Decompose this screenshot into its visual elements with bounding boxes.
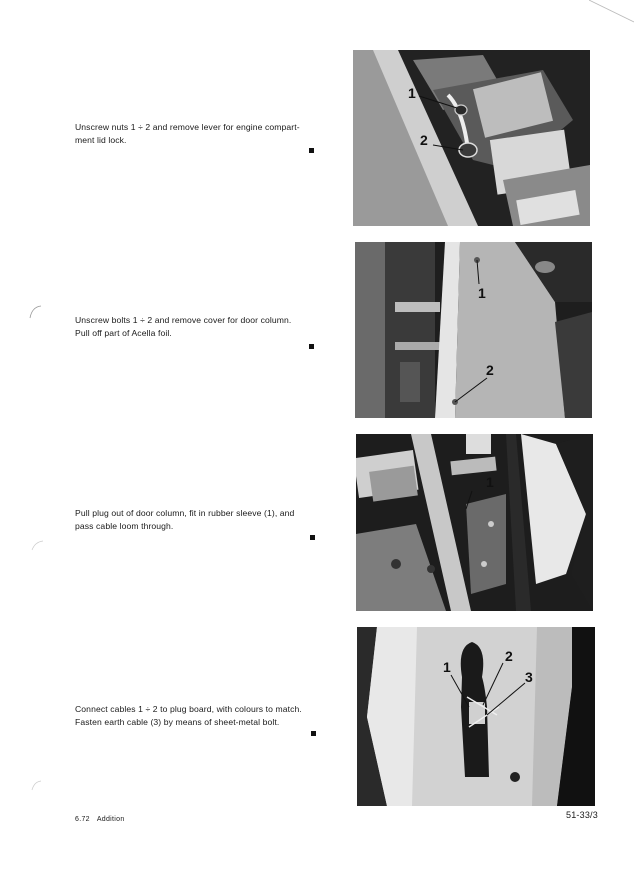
scan-corner-line <box>589 0 634 25</box>
step-4-callout-3: 3 <box>525 669 533 685</box>
step-3-line-2: pass cable loom through. <box>75 520 174 531</box>
footer-edition <box>75 816 125 823</box>
page-number: 51-33/3 <box>566 810 598 820</box>
step-2-end-marker <box>309 344 314 349</box>
step-3-end-marker <box>310 535 315 540</box>
step-1-line-1: Unscrew nuts 1 ÷ 2 and remove lever for engine compart- <box>75 122 300 132</box>
step-4-end-marker <box>311 731 316 736</box>
footer-date: 6.72 <box>75 816 90 823</box>
step-3-line-1: Pull plug out of door column, fit in rubber sleeve (1), and <box>75 508 295 518</box>
step-3-instruction <box>75 507 320 532</box>
step-1-instruction <box>75 121 320 146</box>
step-2-photo <box>355 242 592 418</box>
scan-mark <box>30 540 44 552</box>
step-4-photo <box>357 627 595 806</box>
step-4-instruction <box>75 703 320 728</box>
step-4-line-2: Fasten earth cable (3) by means of sheet-metal bolt. <box>75 716 280 727</box>
footer-label: Addition <box>96 816 125 823</box>
step-2-callout-1: 1 <box>478 285 486 301</box>
step-2-line-2: Pull off part of Acella foil. <box>75 327 172 338</box>
step-4-callout-1: 1 <box>443 659 451 675</box>
scan-mark <box>30 780 42 792</box>
step-1-photo <box>353 50 590 226</box>
scan-mark <box>28 305 42 319</box>
step-1-line-2: ment lid lock. <box>75 134 127 145</box>
step-3-callout-1: 1 <box>486 474 494 490</box>
step-4-callout-2: 2 <box>505 648 513 664</box>
step-1-callout-2: 2 <box>420 132 428 148</box>
step-3-photo <box>356 434 593 611</box>
step-1-callout-1: 1 <box>408 85 416 101</box>
step-2-line-1: Unscrew bolts 1 ÷ 2 and remove cover for door column. <box>75 315 292 325</box>
step-1-end-marker <box>309 148 314 153</box>
step-2-callout-2: 2 <box>486 362 494 378</box>
step-2-instruction <box>75 314 320 339</box>
step-4-line-1: Connect cables 1 ÷ 2 to plug board, with colours to match. <box>75 704 302 714</box>
